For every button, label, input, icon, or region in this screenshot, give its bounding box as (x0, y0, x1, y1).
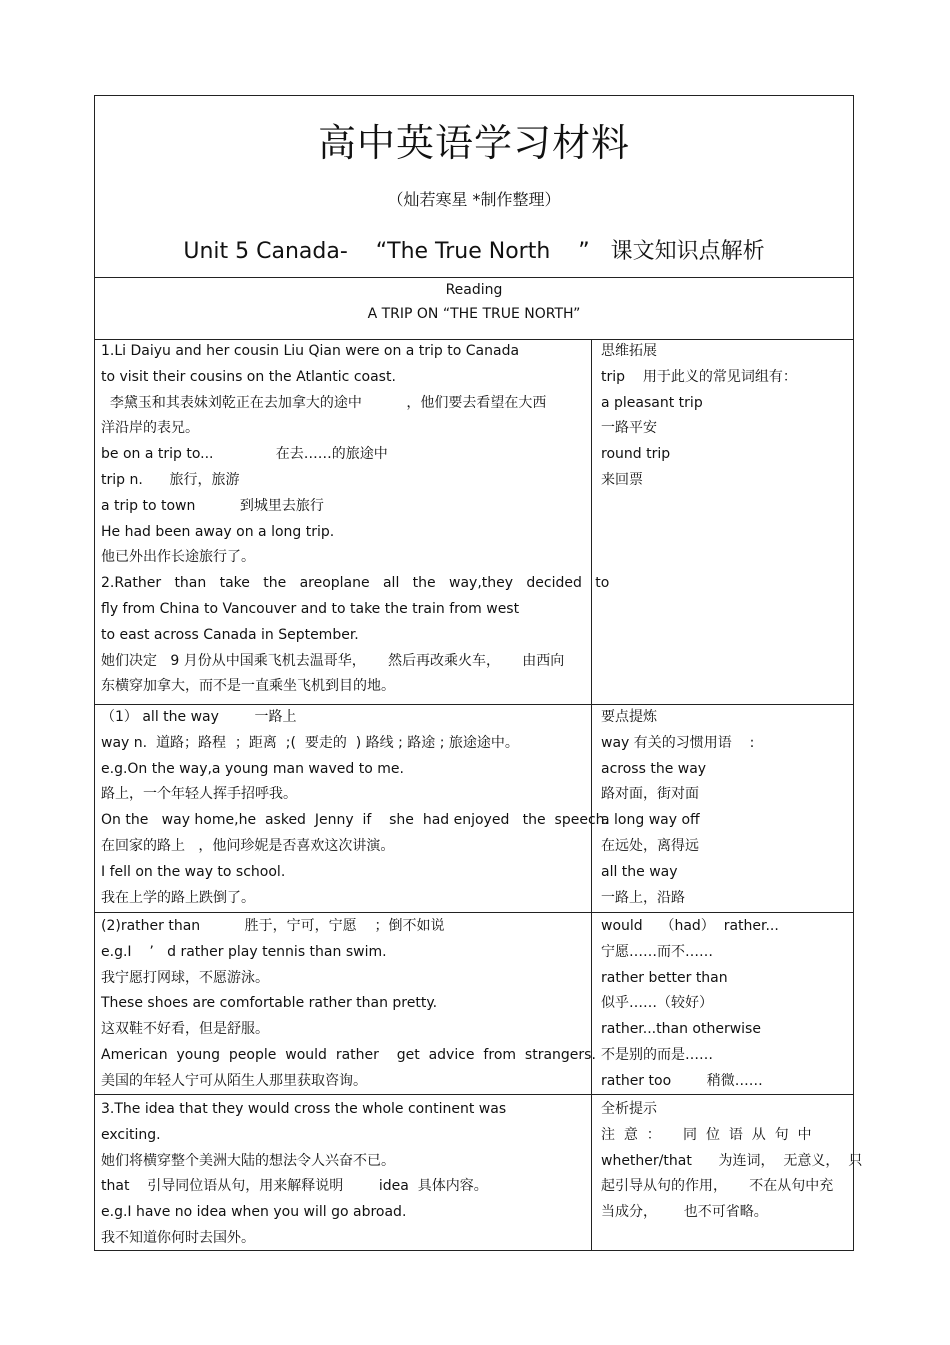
text-line: e.g.I ’ d rather play tennis than swim. (101, 943, 387, 960)
text-line: 2.Rather than take the areoplane all the way,they decided to (101, 575, 610, 592)
note-line: across the way (601, 760, 707, 777)
row-1-left (101, 339, 610, 700)
text-line: 她们将横穿整个美洲大陆的想法令人兴奋不已。 (101, 1152, 395, 1169)
section-label: Reading (445, 282, 503, 298)
text-line: fly from China to Vancouver and to take the train from west (101, 600, 520, 617)
text-line: 1.Li Daiyu and her cousin Liu Qian were on a trip to Canada (101, 343, 520, 359)
text-line: 李黛玉和其表妹刘乾正在去加拿大的途中 ，他们要去看望在大西 (101, 394, 547, 411)
page-title: 高中英语学习材料 (317, 121, 630, 165)
text-line: to visit their cousins on the Atlantic coast. (101, 368, 396, 385)
note-line: 当成分， 也不可省略。 (601, 1204, 768, 1221)
divider-header (94, 277, 854, 278)
note-line: rather...than otherwise (601, 1021, 761, 1038)
row-2-left (101, 705, 609, 911)
text-line: 我不知道你何时去国外。 (101, 1229, 255, 1246)
note-heading: 思维拓展 (601, 343, 657, 359)
text-line: trip n. 旅行，旅游 (101, 471, 240, 488)
text-line: 我宁愿打网球，不愿游泳。 (101, 969, 269, 986)
text-line: American young people would rather get advice from strangers. (101, 1046, 596, 1063)
note-line: 宁愿……而不…… (601, 943, 713, 960)
text-line: way n. 道路；路程 ；距离 ;( 要走的 ) 路线 ; 路途 ; 旅途途中。 (101, 734, 519, 751)
text-line: 在回家的路上 ，他问珍妮是否喜欢这次讲演。 (101, 837, 395, 854)
note-heading: 全析提示 (601, 1101, 657, 1117)
note-line: 一路平安 (601, 420, 657, 437)
text-line: （1） all the way 一路上 (101, 709, 297, 725)
note-line: whether/that 为连词， 无意义， 只 (601, 1152, 863, 1169)
note-line: 一路上，沿路 (601, 889, 685, 906)
text-line: 东横穿加拿大，而不是一直乘坐飞机到目的地。 (101, 678, 395, 695)
text-line: I fell on the way to school. (101, 863, 286, 880)
credit-line: （灿若寒星 *制作整理） (387, 190, 561, 209)
text-line: (2)rather than 胜于，宁可，宁愿 ；倒不如说 (101, 918, 445, 934)
note-line: 在远处，离得远 (601, 837, 699, 854)
note-line: round trip (601, 446, 671, 463)
note-line: 注 意 ： 同 位 语 从 句 中 (601, 1126, 812, 1143)
row-1-right (601, 339, 848, 494)
note-line: a long way off (601, 812, 700, 829)
unit-title: Unit 5 Canada- “The True North ” 课文知识点解析 (183, 239, 765, 264)
text-line: 这双鞋不好看，但是舒服。 (101, 1021, 269, 1038)
note-line: way 有关的习惯用语 : (601, 734, 755, 751)
text-line: 洋沿岸的表兄。 (101, 420, 199, 437)
note-line: trip 用于此义的常见词组有： (601, 368, 797, 385)
text-line: 路上，一个年轻人挥手招呼我。 (101, 786, 297, 803)
text-line: e.g.On the way,a young man waved to me. (101, 760, 404, 777)
text-line: 美国的年轻人宁可从陌生人那里获取咨询。 (101, 1072, 367, 1089)
note-line: 路对面，街对面 (601, 786, 699, 803)
note-line: rather too 稍微…… (601, 1072, 763, 1089)
row-3-right (601, 914, 848, 1095)
text-line: 她们决定 9 月份从中国乘飞机去温哥华， 然后再改乘火车， 由西向 (101, 652, 565, 669)
text-line: On the way home,he asked Jenny if she had enjoyed the speech. (101, 812, 609, 829)
note-line: 似乎……（较好） (601, 995, 713, 1012)
section-subtitle: A TRIP ON “THE TRUE NORTH” (367, 306, 581, 322)
note-line: would （had） rather... (601, 918, 779, 934)
note-heading: 要点提炼 (601, 709, 657, 725)
text-line: He had been away on a long trip. (101, 523, 335, 540)
row-4-right (601, 1097, 863, 1226)
divider-row-2 (94, 912, 854, 913)
text-line: 3.The idea that they would cross the whole continent was (101, 1101, 507, 1117)
row-2-right (601, 705, 848, 911)
text-line: that 引导同位语从句，用来解释说明 idea 具体内容。 (101, 1178, 488, 1195)
text-line: 我在上学的路上跌倒了。 (101, 889, 255, 906)
row-3-left (101, 914, 596, 1095)
text-line: a trip to town 到城里去旅行 (101, 497, 324, 514)
text-line: 他已外出作长途旅行了。 (101, 549, 255, 566)
note-line: 起引导从句的作用， 不在从句中充 (601, 1178, 834, 1195)
note-line: all the way (601, 863, 678, 880)
text-line: e.g.I have no idea when you will go abroad. (101, 1204, 407, 1221)
column-divider (591, 339, 592, 1251)
text-line: exciting. (101, 1126, 161, 1143)
note-line: a pleasant trip (601, 394, 703, 411)
text-line: These shoes are comfortable rather than pretty. (101, 995, 438, 1012)
note-line: 不是别的而是…… (601, 1046, 713, 1063)
note-line: 来回票 (601, 471, 643, 488)
note-line: rather better than (601, 969, 728, 986)
row-4-left (101, 1097, 583, 1252)
text-line: to east across Canada in September. (101, 626, 359, 643)
text-line: be on a trip to... 在去……的旅途中 (101, 446, 388, 463)
